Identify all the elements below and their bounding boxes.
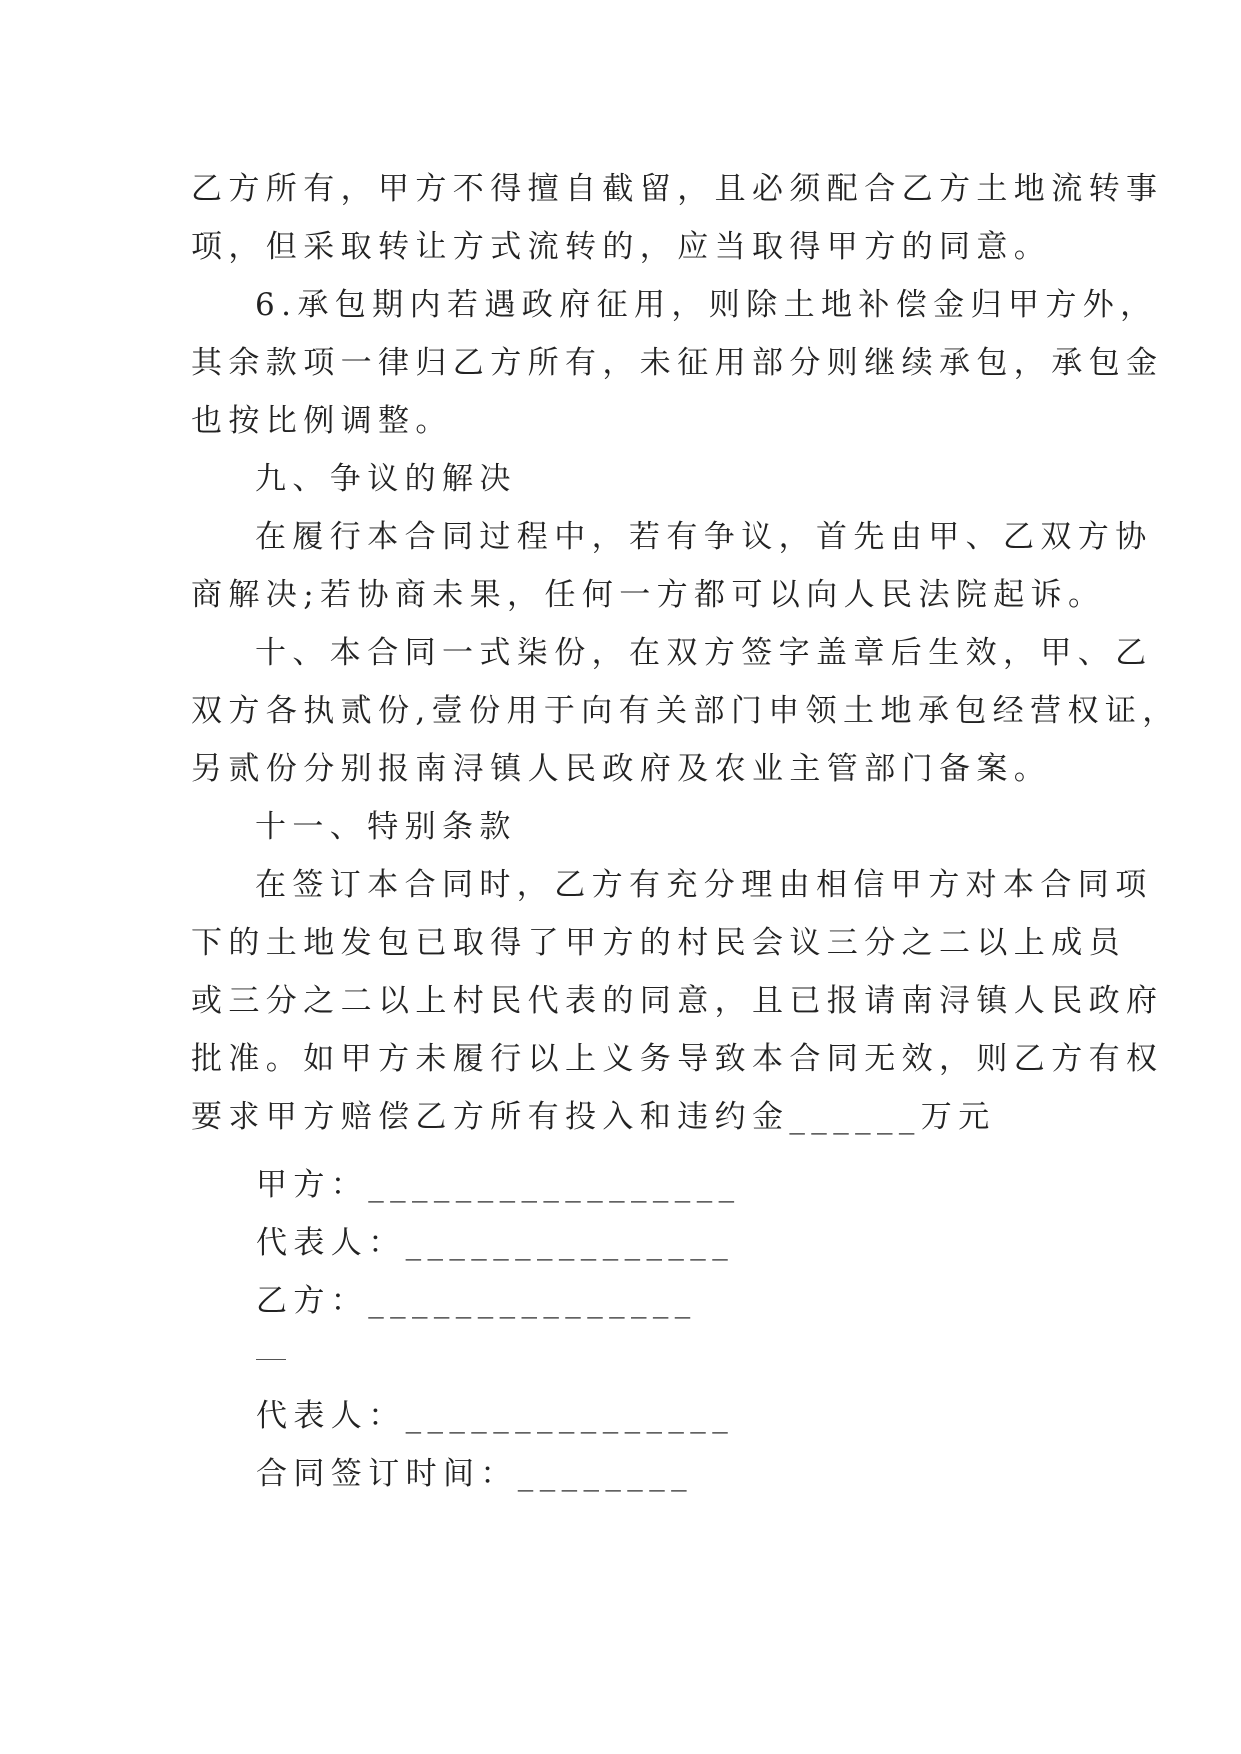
section-10-line-2: 双方各执贰份,壹份用于向有关部门申领土地承包经营权证， xyxy=(191,693,1180,729)
section-9-heading: 九、争议的解决 xyxy=(255,461,517,497)
section-11-line-2: 下的土地发包已取得了甲方的村民会议三分之二以上成员 xyxy=(191,925,1126,961)
separator-dash xyxy=(256,1359,286,1360)
signature-block-top xyxy=(256,1156,956,1330)
signing-date-line: 合同签订时间：________ xyxy=(256,1456,693,1492)
section-11-line-3: 或三分之二以上村民代表的同意，且已报请南浔镇人民政府 xyxy=(191,983,1164,1019)
section-11-line-4: 批准。如甲方未履行以上义务导致本合同无效，则乙方有权 xyxy=(191,1041,1164,1077)
party-a-representative-line: 代表人：_______________ xyxy=(256,1225,735,1261)
section-11-line-5: 要求甲方赔偿乙方所有投入和违约金______万元 xyxy=(191,1099,996,1135)
section-11-heading: 十一、特别条款 xyxy=(255,809,517,845)
section-11-line-1: 在签订本合同时，乙方有充分理由相信甲方对本合同项 xyxy=(255,867,1153,903)
body-line-2: 项，但采取转让方式流转的，应当取得甲方的同意。 xyxy=(191,229,1052,265)
party-a-signature-line: 甲方：_________________ xyxy=(256,1167,741,1203)
section-10-line-1: 十、本合同一式柒份，在双方签字盖章后生效，甲、乙 xyxy=(255,635,1153,671)
clause-6-line-3: 也按比例调整。 xyxy=(191,403,453,439)
section-9-line-2: 商解决;若协商未果，任何一方都可以向人民法院起诉。 xyxy=(191,577,1106,613)
contract-body xyxy=(191,160,1180,1146)
clause-6-line-1: 6.承包期内若遇政府征用，则除土地补偿金归甲方外， xyxy=(255,287,1158,323)
party-b-signature-line: 乙方：_______________ xyxy=(256,1283,697,1319)
signature-block-bottom xyxy=(256,1387,956,1503)
clause-6-line-2: 其余款项一律归乙方所有，未征用部分则继续承包，承包金 xyxy=(191,345,1164,381)
body-line-1: 乙方所有，甲方不得擅自截留，且必须配合乙方土地流转事 xyxy=(191,171,1164,207)
party-b-representative-line: 代表人：_______________ xyxy=(256,1398,735,1434)
section-10-line-3: 另贰份分别报南浔镇人民政府及农业主管部门备案。 xyxy=(191,751,1052,787)
section-9-line-1: 在履行本合同过程中，若有争议，首先由甲、乙双方协 xyxy=(255,519,1153,555)
